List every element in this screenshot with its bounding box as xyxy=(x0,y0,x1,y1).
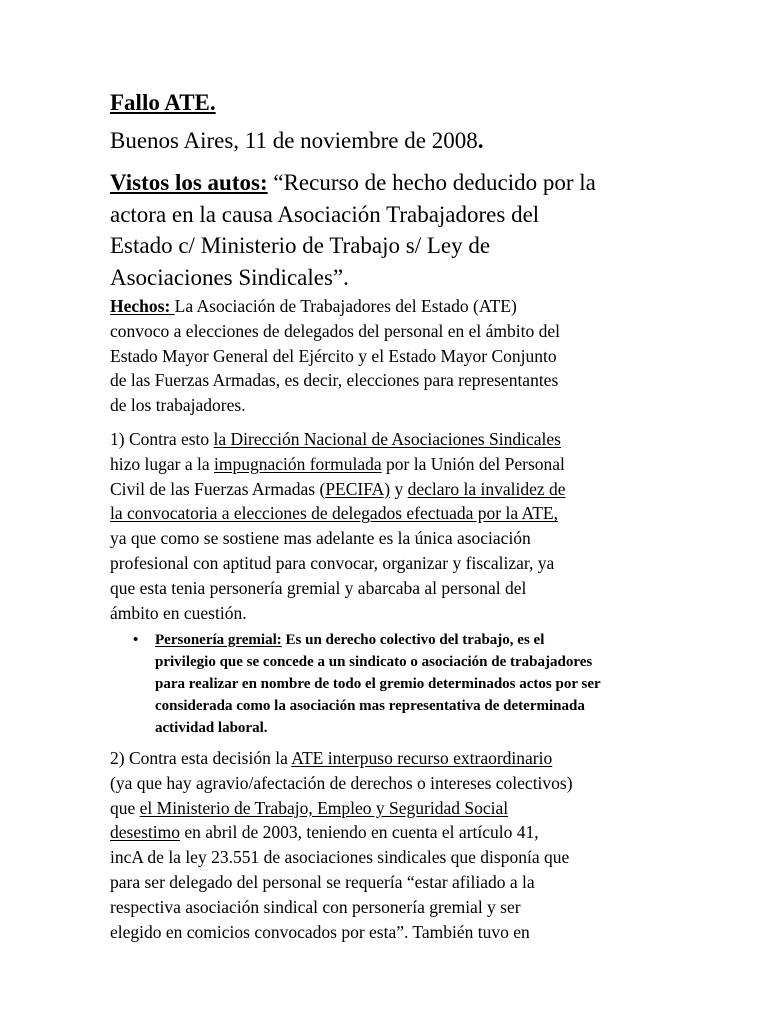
underlined-text: la Dirección Nacional de Asociaciones Sindicales xyxy=(213,429,561,449)
paragraph-1-line xyxy=(110,501,670,526)
bullet-line: privilegio que se concede a un sindicato o asociación de trabajadores xyxy=(155,654,593,670)
paragraph-1-line xyxy=(110,427,670,452)
hechos-text: La Asociación de Trabajadores del Estado (ATE) xyxy=(174,296,517,316)
date-period: . xyxy=(477,128,484,153)
underlined-text: el Ministerio de Trabajo, Empleo y Seguridad Social xyxy=(139,797,509,818)
hechos-line: Estado Mayor General del Ejército y el Estado Mayor Conjunto xyxy=(110,345,557,366)
underlined-text: ATE interpuso recurso extraordinario xyxy=(291,748,553,768)
vistos-text: “Recurso de hecho deducido por la xyxy=(267,170,596,195)
paragraph-1-line xyxy=(110,452,670,477)
paragraph-2-line: para ser delegado del personal se requería “estar afiliado a la xyxy=(110,871,535,892)
vistos-label: Vistos los autos: xyxy=(110,170,268,195)
underlined-text: declaro la invalidez de xyxy=(407,478,566,499)
hechos-label: Hechos: xyxy=(110,296,175,316)
vistos-line: actora en la causa Asociación Trabajadores del xyxy=(110,201,540,227)
paragraph-1-line: profesional con aptitud para convocar, organizar y fiscalizar, ya xyxy=(110,552,555,573)
hechos-line: de las Fuerzas Armadas, es decir, elecciones para representantes xyxy=(110,370,559,391)
bullet-line: actividad laboral. xyxy=(155,720,268,736)
vistos-line: Asociaciones Sindicales”. xyxy=(110,264,349,290)
bullet-list xyxy=(133,629,673,739)
text-run: 1) Contra esto xyxy=(110,429,214,449)
paragraph-2-line: (ya que hay agravio/afectación de derechos o intereses colectivos) xyxy=(110,772,573,793)
paragraph-1-line: ya que como se sostiene mas adelante es la única asociación xyxy=(110,528,531,549)
text-run: y xyxy=(390,478,408,499)
bullet-icon: • xyxy=(133,632,139,648)
date-text: Buenos Aires, 11 de noviembre de 2008 xyxy=(110,128,478,153)
bullet-term: Personería gremial: xyxy=(155,632,282,648)
hechos-paragraph xyxy=(110,294,670,418)
bullet-line: considerada como la asociación mas representativa de determinada xyxy=(155,698,585,714)
text-run: por la Unión del Personal xyxy=(381,453,565,474)
underlined-text: PECIFA) xyxy=(325,478,391,499)
text-run: hizo lugar a la xyxy=(110,453,214,474)
hechos-line: de los trabajadores. xyxy=(110,395,246,416)
paragraph-2-line xyxy=(110,746,670,771)
bullet-item xyxy=(133,629,673,739)
vistos-line: Estado c/ Ministerio de Trabajo s/ Ley de xyxy=(110,233,491,258)
paragraph-1-line: que esta tenia personería gremial y abarcaba al personal del xyxy=(110,577,527,598)
bullet-line xyxy=(155,629,673,651)
paragraph-2-line: elegido en comicios convocados por esta”. También tuvo en xyxy=(110,921,530,942)
underlined-text: impugnación formulada xyxy=(213,453,382,474)
document-title: Fallo ATE. xyxy=(110,90,216,115)
text-run: Es un derecho colectivo del trabajo, es el xyxy=(281,632,545,648)
paragraph-2-line xyxy=(110,796,670,821)
text-run: Civil de las Fuerzas Armadas ( xyxy=(110,478,326,499)
document-date xyxy=(110,126,483,156)
paragraph-2-line: respectiva asociación sindical con personería gremial y ser xyxy=(110,896,521,917)
paragraph-2-line: incA de la ley 23.551 de asociaciones sindicales que disponía que xyxy=(110,847,570,868)
paragraph-2 xyxy=(110,746,670,944)
vistos-line xyxy=(110,167,670,199)
hechos-line: convoco a elecciones de delegados del personal en el ámbito del xyxy=(110,320,560,341)
paragraph-1-line xyxy=(110,477,670,502)
paragraph-2-line xyxy=(110,820,670,845)
bullet-line: para realizar en nombre de todo el gremio determinados actos por ser xyxy=(155,676,601,692)
hechos-line xyxy=(110,294,670,319)
vistos-paragraph xyxy=(110,167,670,293)
paragraph-1-line: ámbito en cuestión. xyxy=(110,602,247,623)
paragraph-1 xyxy=(110,427,670,625)
text-run: que xyxy=(110,797,140,818)
text-run: 2) Contra esta decisión la xyxy=(110,748,292,768)
text-run: en abril de 2003, teniendo en cuenta el artículo 41, xyxy=(180,822,539,843)
underlined-text: la convocatoria a elecciones de delegados efectuada por la ATE, xyxy=(110,503,558,524)
underlined-text: desestimo xyxy=(110,822,180,843)
